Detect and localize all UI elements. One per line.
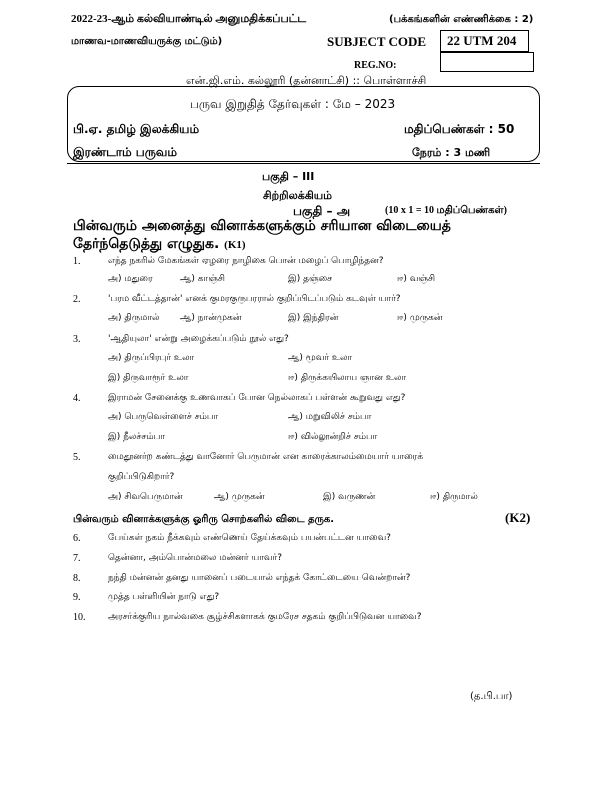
header-divider (67, 163, 540, 164)
reg-no-label: REG.NO: (354, 60, 397, 71)
option-b: ஆ) முருகன் (214, 492, 265, 502)
section-a-instruction-2: தேர்ந்தெடுத்து எழுதுக. (K1) (73, 236, 246, 252)
option-a: அ) பெருவெள்ளைச் சம்பா (108, 412, 219, 422)
question-number: 10. (73, 612, 86, 623)
option-c: இ) வருணன் (323, 492, 376, 502)
option-b: ஆ) மறுவிலிச் சம்பா (288, 412, 372, 422)
pages-info: (பக்கங்களின் எண்ணிக்கை : 2) (389, 14, 534, 25)
question-number: 3. (73, 334, 81, 345)
max-marks: மதிப்பெண்கள் : 50 (404, 122, 515, 136)
section-title: பகுதி – அ (293, 204, 351, 218)
option-c: இ) நீலச்சம்பா (108, 432, 165, 442)
option-c: இ) தஞ்சை (288, 274, 333, 284)
subject-code-label: SUBJECT CODE (327, 34, 427, 49)
section-b-level: (K2) (505, 510, 531, 525)
option-a: அ) மதுரை (108, 274, 153, 284)
section-marks: (10 x 1 = 10 மதிப்பெண்கள்) (385, 205, 507, 216)
question-number: 9. (73, 592, 81, 603)
option-d: ஈ) வஞ்சி (397, 274, 436, 284)
question-number: 4. (73, 393, 81, 404)
option-c: இ) இந்திரன் (288, 313, 339, 323)
course-name: பி.ஏ. தமிழ் இலக்கியம் (73, 122, 200, 136)
question-text-continued: குறிப்பிடுகிறார்? (108, 472, 175, 482)
option-a: அ) திருப்பிரபுர் உலா (108, 353, 195, 363)
part-subject: சிற்றிலக்கியம் (263, 189, 333, 202)
exam-duration: நேரம் : 3 மணி (412, 146, 491, 159)
option-c: இ) திருவாரூர் உலா (108, 373, 189, 383)
college-name: என்.ஜி.எம். கல்லூரி (தன்னாட்சி) :: பொள்ளாச்சி (186, 74, 427, 87)
academic-year-note: 2022-23-ஆம் கல்வியாண்டில் அனுமதிக்கப்பட்ட (71, 13, 307, 25)
question-number: 8. (73, 573, 81, 584)
section-a-level: (K1) (224, 239, 246, 251)
section-b-instruction: பின்வரும் வினாக்களுக்கு ஓரிரு சொற்களில் விடை தருக. (73, 514, 335, 525)
subject-code-box (440, 30, 529, 52)
question-text: எந்த நகரில் மேகங்கள் ஏழரை நாழிகை பொன் மழைப் பொழிந்தன? (108, 256, 384, 266)
option-a: அ) சிவபெருமான் (108, 492, 183, 502)
question-text: மைதூனர்ற கண்டத்து வானோர் பெருமான் என காரைக்காலம்மையார் யாரைக் (108, 452, 424, 462)
question-number: 1. (73, 256, 81, 267)
option-b: ஆ) காஞ்சி (180, 274, 225, 284)
semester: இரண்டாம் பருவம் (73, 145, 177, 159)
question-number: 6. (73, 533, 81, 544)
question-text: 'பரம வீட்டத்தான்' எனக் குமரகுருபரரால் குறிப்பிடப்படும் கடவுள் யார்? (108, 294, 401, 304)
question-text: பேய்கள் நகம் நீக்கவும் எண்ணெய் தேய்க்கவும் பயன்பட்டன யாவை? (108, 533, 391, 543)
section-a-instruction-1: பின்வரும் அனைத்து வினாக்களுக்கும் சரியான விடையைத் (73, 218, 451, 234)
exam-title: பருவ இறுதித் தேர்வுகள் : மே – 2023 (190, 97, 396, 111)
please-turn-over: (த.பி.பா) (470, 691, 513, 702)
option-a: அ) திருமால் (108, 313, 160, 323)
option-b: ஆ) மூவர் உலா (288, 353, 353, 363)
question-number: 7. (73, 553, 81, 564)
option-b: ஆ) நான்முகன் (180, 313, 242, 323)
question-number: 5. (73, 452, 81, 463)
question-number: 2. (73, 294, 81, 305)
question-text: நந்தி மன்னன் தனது யானைப் படையால் எந்தக் கோட்டையை வென்றான்? (108, 573, 411, 583)
question-text: அரசர்க்குரிய நால்வகை சூழ்ச்சிகளாகக் குமரேச சதகம் குறிப்பிடுவன யாவை? (108, 612, 422, 622)
option-d: ஈ) திருமால் (430, 492, 478, 502)
question-text: இராமன் சேனைக்கு உணவாகப் போன நெல்லாகப் பள்ளன் கூறுவது எது? (108, 393, 406, 403)
option-d: ஈ) வில்லூன்றிச் சம்பா (288, 432, 378, 442)
question-text: 'ஆதியுலா' என்று அழைக்கப்படும் நூல் எது? (108, 334, 289, 344)
question-text: தென்னா, அம்பொன்மலை மன்னர் யாவர்? (108, 553, 282, 563)
option-d: ஈ) திருக்கயிலாய ஞான உலா (288, 373, 407, 383)
subject-code-value: 22 UTM 204 (447, 33, 517, 48)
question-text: முத்த பள்ளியின் நாடு எது? (108, 592, 220, 602)
part-title: பகுதி – III (262, 170, 315, 183)
students-only-note: மாணவ-மாணவியருக்கு மட்டும்) (71, 36, 223, 47)
option-d: ஈ) முருகன் (397, 313, 443, 323)
reg-no-field[interactable] (440, 52, 534, 72)
